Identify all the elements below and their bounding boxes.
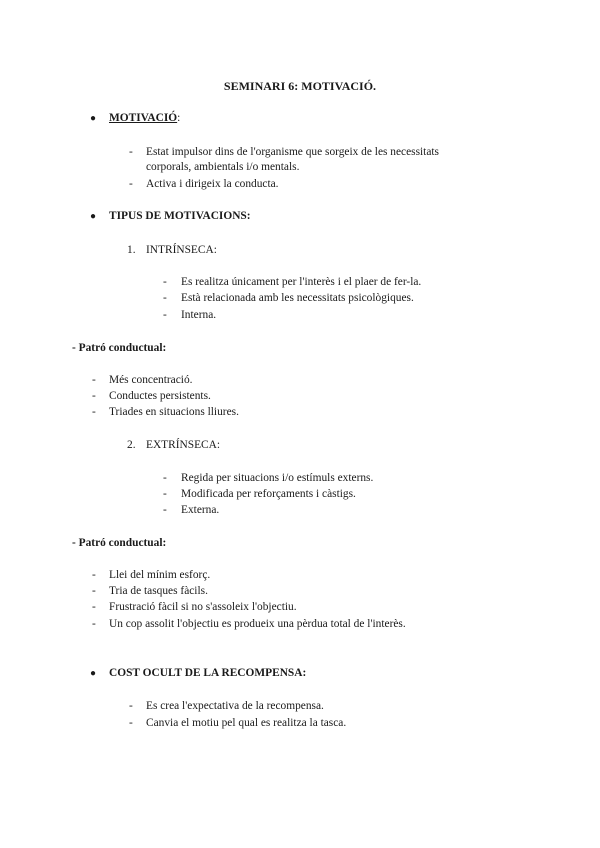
type-name-intrinseca: INTRÍNSECA: [146, 244, 217, 256]
page-title: SEMINARI 6: MOTIVACIÓ. [223, 79, 377, 93]
dash-icon: - [163, 276, 167, 288]
dash-icon: - [92, 374, 96, 386]
dash-icon: - [92, 601, 96, 613]
list-number: 1. [127, 244, 136, 256]
dash-icon: - [129, 146, 133, 158]
dash-icon: - [129, 717, 133, 729]
list-item: Està relacionada amb les necessitats psicològiques. [181, 292, 414, 304]
list-item: corporals, ambientals i/o mentals. [146, 161, 300, 173]
list-item: Conductes persistents. [109, 390, 211, 402]
list-item: Es crea l'expectativa de la recompensa. [146, 700, 324, 712]
list-item: Tria de tasques fàcils. [109, 585, 208, 597]
pattern-label: - Patró conductual: [72, 342, 167, 354]
type-name-extrinseca: EXTRÍNSECA: [146, 439, 221, 451]
list-item: Frustració fàcil si no s'assoleix l'objectiu. [109, 601, 297, 613]
dash-icon: - [163, 309, 167, 321]
list-item: Externa. [181, 504, 220, 516]
section-heading-motivacio: MOTIVACIÓ: [109, 112, 181, 124]
section-heading-tipus: TIPUS DE MOTIVACIONS: [109, 210, 251, 222]
section-heading-cost-ocult: COST OCULT DE LA RECOMPENSA: [109, 667, 307, 679]
pattern-label: - Patró conductual: [72, 537, 167, 549]
dash-icon: - [92, 390, 96, 402]
dash-icon: - [92, 585, 96, 597]
dash-icon: - [163, 488, 167, 500]
dash-icon: - [163, 504, 167, 516]
list-item: Activa i dirigeix la conducta. [146, 178, 279, 190]
dash-icon: - [92, 618, 96, 630]
list-item: Interna. [181, 309, 217, 321]
dash-icon: - [92, 406, 96, 418]
list-item: Més concentració. [109, 374, 193, 386]
list-item: Llei del mínim esforç. [109, 569, 211, 581]
list-item: Un cop assolit l'objectiu es produeix una pèrdua total de l'interès. [109, 618, 406, 630]
bullet-icon: ● [90, 211, 97, 222]
list-item: Estat impulsor dins de l'organisme que sorgeix de les necessitats [146, 146, 439, 158]
dash-icon: - [163, 292, 167, 304]
list-number: 2. [127, 439, 136, 451]
bullet-icon: ● [90, 113, 97, 124]
list-item: Es realitza únicament per l'interès i el plaer de fer-la. [181, 276, 422, 288]
dash-icon: - [92, 569, 96, 581]
list-item: Canvia el motiu pel qual es realitza la tasca. [146, 717, 347, 729]
bullet-icon: ● [90, 668, 97, 679]
list-item: Regida per situacions i/o estímuls externs. [181, 472, 374, 484]
dash-icon: - [129, 178, 133, 190]
dash-icon: - [129, 700, 133, 712]
dash-icon: - [163, 472, 167, 484]
list-item: Modificada per reforçaments i càstigs. [181, 488, 356, 500]
list-item: Triades en situacions lliures. [109, 406, 239, 418]
